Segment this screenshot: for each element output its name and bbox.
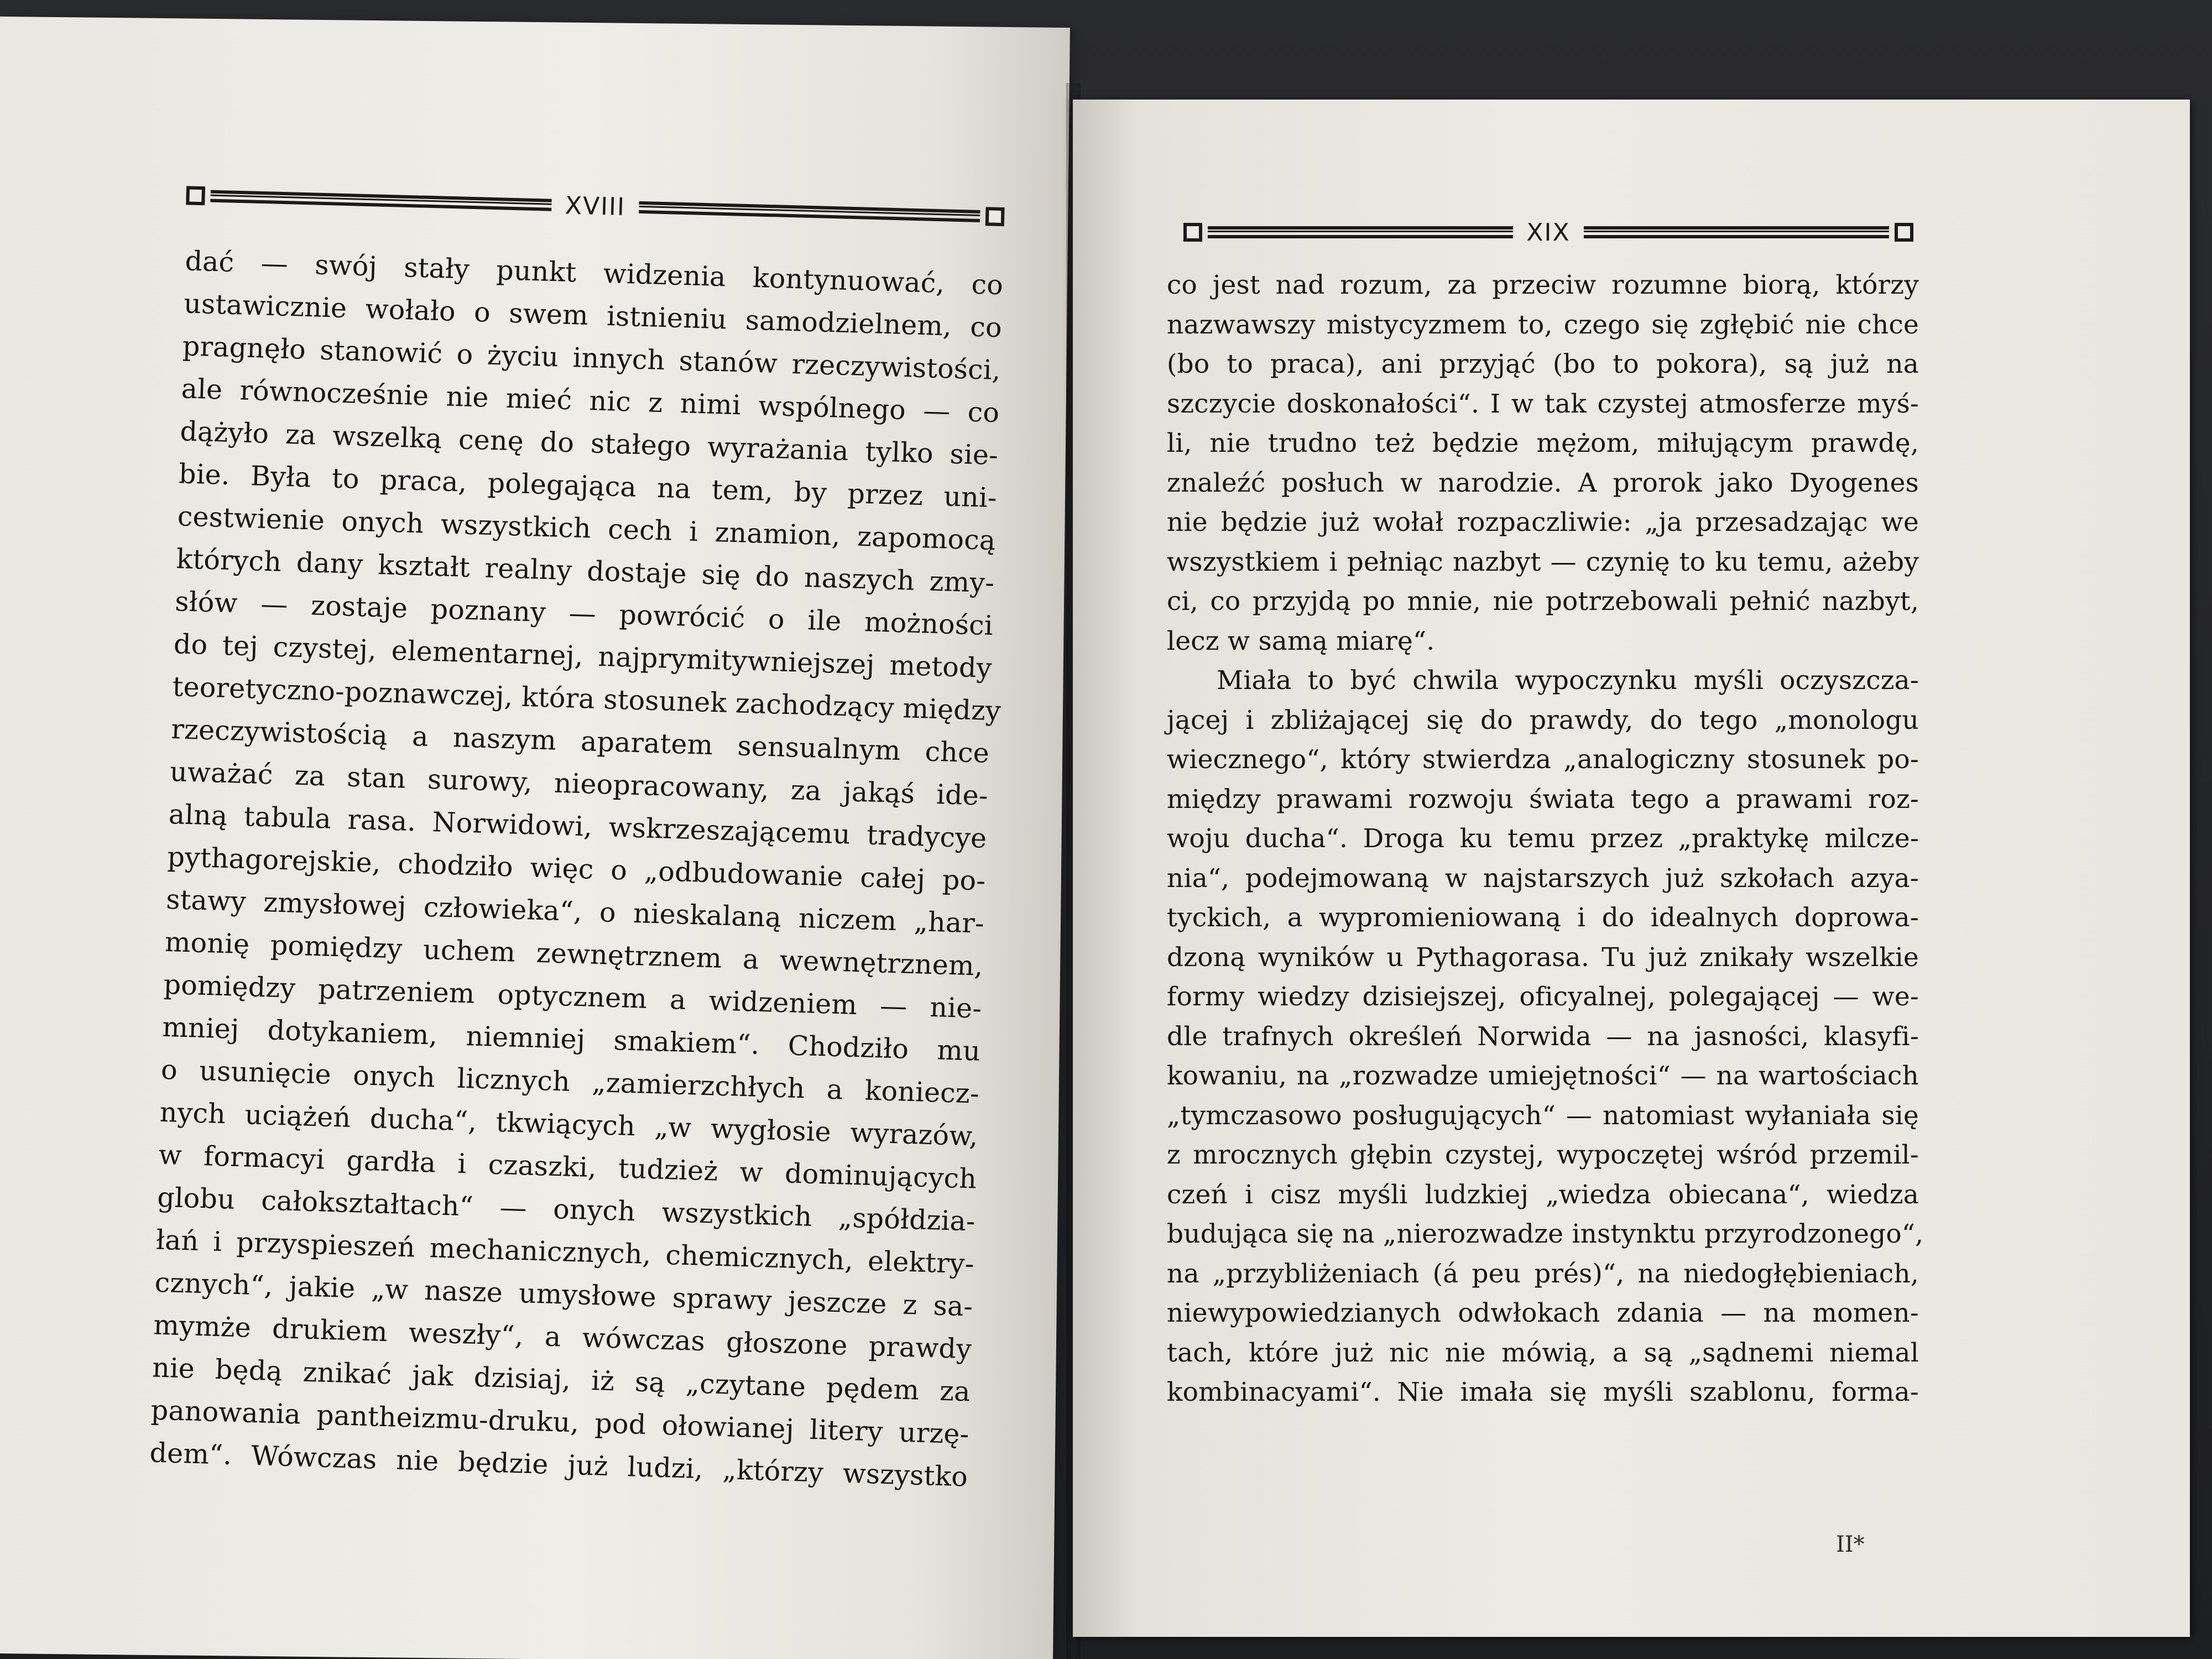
text-line: stawy zmysłowej człowieka“, o nieskalaną niczem „har- (165, 883, 985, 940)
text-line: kowaniu, na „rozwadze umiejętności“ — na wartościach (1167, 1061, 1919, 1091)
text-line: pythagorejskie, chodziło więc o „odbudowanie całej po- (166, 841, 986, 897)
text-line: ustawicznie wołało o swem istnieniu samodzielnem, co (183, 288, 1003, 344)
text-line: nie będą znikać jak dzisiaj, iż są „czytane pędem za (152, 1352, 971, 1408)
left-page-text (149, 239, 1004, 1498)
text-line: formy wiedzy dzisiejszej, oficyalnej, polegającej — we- (1167, 982, 1919, 1012)
text-line: monię pomiędzy uchem zewnętrznem a wewnętrznem, (164, 926, 984, 982)
text-line: panowania pantheizmu-druku, pod ołowianej litery urzę- (150, 1394, 970, 1451)
text-line: w formacyi gardła i czaszki, tudzież w dominujących (158, 1139, 977, 1195)
text-line: jącej i zbliżającej się do prawdy, do tego „monologu (1167, 705, 1919, 735)
text-line: co jest nad rozum, za przeciw rozumne biorą, którzy (1167, 270, 1919, 300)
text-line: Miała to być chwila wypoczynku myśli oczyszcza- (1217, 665, 1919, 696)
text-line: pomiędzy patrzeniem optycznem a widzeniem — nie- (163, 968, 983, 1025)
text-line: woju ducha“. Droga ku temu przez „praktykę milcze- (1167, 823, 1919, 854)
text-line: do tej czystej, elementarnej, najprymitywniejszej metody (173, 628, 993, 684)
text-line: wszystkiem i pełniąc nazbyt — czynię to ku temu, ażeby (1167, 546, 1919, 577)
printer-signature-mark: II* (1836, 1532, 1865, 1557)
text-line: wiecznego“, który stwierdza „analogiczny stosunek po- (1167, 744, 1919, 775)
text-line: znaleźć posłuch w narodzie. A prorok jako Dyogenes (1167, 467, 1919, 498)
left-page (0, 17, 1070, 1659)
text-line: teoretyczno-poznawczej, która stosunek zachodzący między (172, 671, 1001, 727)
text-line: dle trafnych określeń Norwida — na jasności, klasyfi- (1167, 1021, 1919, 1052)
text-line: na „przybliżeniach (á peu prés)“, na niedogłębieniach, (1167, 1258, 1919, 1289)
right-page (1073, 100, 2190, 1637)
text-line: z mrocznych głębin czystej, wypoczętej wśród przemil- (1167, 1140, 1919, 1170)
text-line: rzeczywistością a naszym aparatem sensualnym chce (170, 713, 990, 769)
text-line: li, nie trudno też będzie mężom, miłującym prawdę, (1167, 428, 1919, 458)
text-line: budująca się na „nierozwadze instynktu przyrodzonego“, (1167, 1219, 1924, 1249)
text-line: między prawami rozwoju świata tego a prawami roz- (1167, 784, 1919, 815)
header-rule (1584, 226, 1889, 238)
header-ornament-square-icon (1895, 223, 1913, 242)
text-line: niewypowiedzianych odwłokach zdania — na momen- (1167, 1298, 1919, 1328)
text-line: których dany kształt realny dostaje się do naszych zmy- (175, 543, 995, 599)
left-page-number: XVIII (565, 191, 626, 221)
text-line: nazwawszy mistycyzmem to, czego się zgłębić nie chce (1167, 309, 1919, 340)
text-line: tyckich, a wypromieniowaną i do idealnych doprowa- (1167, 902, 1919, 933)
text-line: słów — zostaje poznany — powrócić o ile możności (174, 586, 994, 642)
header-ornament-square-icon (985, 207, 1005, 226)
text-line: uważać za stan surowy, nieopracowany, za jakąś ide- (169, 755, 989, 812)
right-page-text (1167, 265, 1924, 1412)
text-line: szczycie doskonałości“. I w tak czystej atmosferze myś- (1167, 388, 1919, 419)
text-line: nia“, podejmowaną w najstarszych już szkołach azya- (1167, 863, 1919, 894)
text-line: o usunięcie onych licznych „zamierzchłych a koniecz- (160, 1053, 980, 1110)
header-ornament-square-icon (186, 186, 205, 205)
text-line: dzoną wyników u Pythagorasa. Tu już znikały wszelkie (1167, 942, 1919, 973)
text-line: tach, które już nic nie mówią, a są „sądnemi niemal (1167, 1337, 1919, 1368)
header-ornament-square-icon (1183, 223, 1202, 242)
header-rule (210, 190, 552, 211)
text-line: nie będzie już wołał rozpaczliwie: „ja przesadzając we (1167, 507, 1919, 538)
text-line: pragnęło stanowić o życiu innych stanów rzeczywistości, (182, 330, 1001, 387)
header-rule (639, 201, 980, 222)
text-line: bie. Była to praca, polegająca na tem, by przez uni- (178, 458, 998, 514)
text-line: „tymczasowo posługujących“ — natomiast wyłaniała się (1167, 1100, 1919, 1131)
text-line: dać — swój stały punkt widzenia kontynuować, co (184, 245, 1004, 301)
text-line: cznych“, jakie „w nasze umysłowe sprawy jeszcze z sa- (154, 1266, 974, 1323)
text-line: nych uciążeń ducha“, tkwiących „w wygłosie wyrazów, (159, 1096, 979, 1152)
text-line: mniej dotykaniem, niemniej smakiem“. Chodziło mu (161, 1011, 981, 1067)
text-line: ale równocześnie nie mieć nic z nimi wspólnego — co (181, 373, 1000, 429)
text-line: mymże drukiem weszły“, a wówczas głoszone prawdy (153, 1309, 972, 1365)
text-line: lecz w samą miarę“. (1167, 625, 1435, 656)
text-line: alną tabula rasa. Norwidowi, wskrzeszającemu tradycye (168, 798, 988, 854)
text-line: kombinacyami“. Nie imała się myśli szablonu, forma- (1167, 1377, 1919, 1407)
text-line: dążyło za wszelką cenę do stałego wyrażania tylko sie- (179, 415, 999, 472)
text-line: ci, co przyjdą po mnie, nie potrzebowali pełnić nazbyt, (1167, 586, 1919, 617)
text-line: czeń i cisz myśli ludzkiej „wiedza obiecana“, wiedza (1167, 1179, 1919, 1210)
text-line: (bo to praca), ani przyjąć (bo to pokora), są już na (1167, 349, 1919, 379)
text-line: łań i przyspieszeń mechanicznych, chemicznych, elektry- (155, 1224, 975, 1280)
right-page-header (1183, 216, 1913, 249)
header-rule (1208, 226, 1513, 238)
text-line: cestwienie onych wszystkich cech i znamion, zapomocą (177, 500, 997, 557)
right-page-number: XIX (1526, 218, 1571, 247)
text-line: dem“. Wówczas nie będzie już ludzi, „którzy wszystko (149, 1437, 968, 1493)
text-line: globu całokształtach“ — onych wszystkich „spółdzia- (156, 1181, 976, 1238)
left-page-header (186, 179, 1005, 233)
